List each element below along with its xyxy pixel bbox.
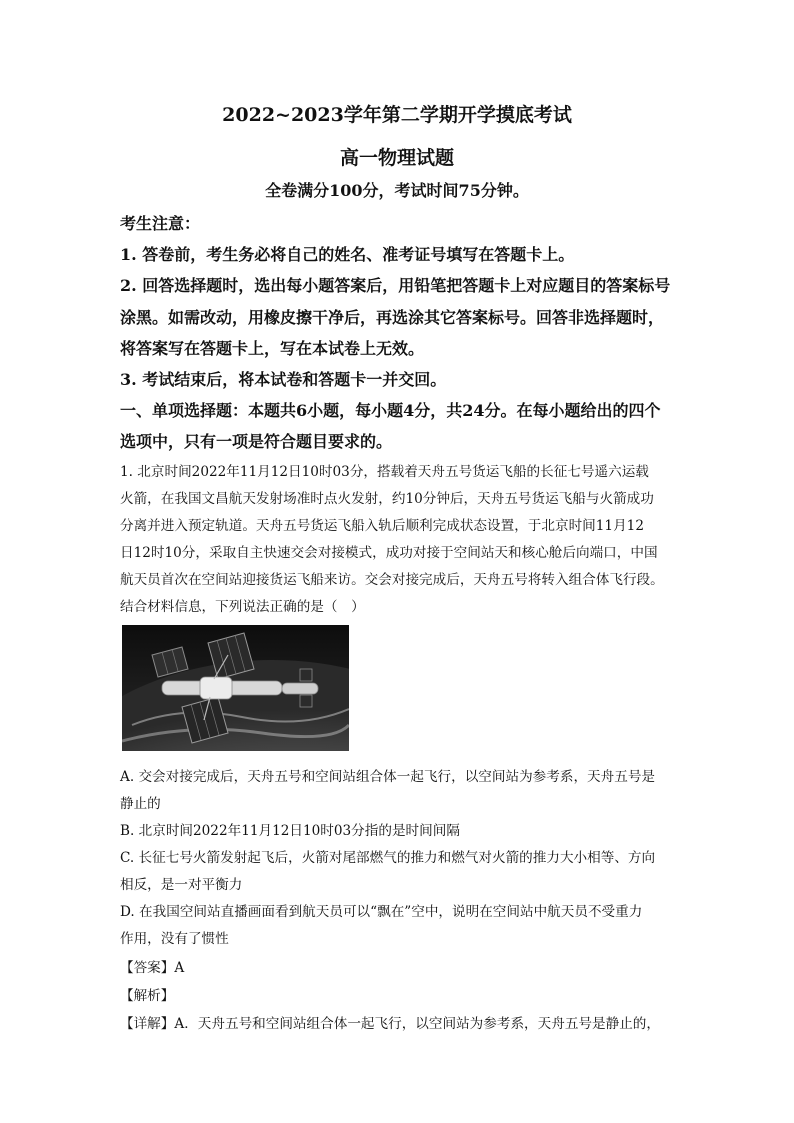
option-a-line-2: 静止的 [120, 796, 161, 812]
detail-line: 【详解】A．天舟五号和空间站组合体一起飞行，以空间站为参考系，天舟五号是静止的， [120, 1016, 660, 1032]
notice-item-3: 3. 考试结束后，将本试卷和答题卡一并交回。 [120, 370, 447, 389]
question-1-stem-line-1: 1. 北京时间2022年11月12日10时03分，搭载着天舟五号货运飞船的长征七号遥六运载 [120, 464, 649, 480]
question-1-stem-line-3: 分离并进入预定轨道。天舟五号货运飞船入轨后顺利完成状态设置，于北京时间11月12 [120, 518, 644, 534]
question-1-stem-line-6: 结合材料信息，下列说法正确的是（ ） [120, 599, 365, 615]
question-1-stem-line-2: 火箭，在我国文昌航天发射场准时点火发射，约10分钟后，天舟五号货运飞船与火箭成功 [120, 491, 654, 507]
question-1-stem-line-4: 日12时10分，采取自主快速交会对接模式，成功对接于空间站天和核心舱后向端口，中国 [120, 545, 658, 561]
exam-subtitle: 高一物理试题 [339, 147, 454, 169]
section-heading-line-1: 一、单项选择题：本题共6小题，每小题4分，共24分。在每小题给出的四个 [120, 401, 661, 420]
option-c-line-1: C. 长征七号火箭发射起飞后，火箭对尾部燃气的推力和燃气对火箭的推力大小相等、方向 [120, 850, 656, 866]
option-c-line-2: 相反，是一对平衡力 [120, 877, 243, 893]
exam-title: 2022~2023学年第二学期开学摸底考试 [222, 104, 572, 126]
option-a-line-1: A. 交会对接完成后，天舟五号和空间站组合体一起飞行，以空间站为参考系，天舟五号是 [120, 769, 656, 785]
analysis-label: 【解析】 [120, 988, 175, 1004]
notice-item-2-line-2: 涂黑。如需改动，用橡皮擦干净后，再选涂其它答案标号。回答非选择题时， [120, 308, 665, 327]
score-time-line: 全卷满分100分，考试时间75分钟。 [265, 181, 529, 200]
notice-item-2-line-1: 2. 回答选择题时，选出每小题答案后，用铅笔把答题卡上对应题目的答案标号 [120, 276, 671, 295]
section-heading-line-2: 选项中，只有一项是符合题目要求的。 [120, 432, 393, 451]
question-1-stem-line-5: 航天员首次在空间站迎接货运飞船来访。交会对接完成后，天舟五号将转入组合体飞行段。 [120, 572, 664, 588]
option-d-line-1: D. 在我国空间站直播画面看到航天员可以“飘在”空中，说明在空间站中航天员不受重力 [120, 904, 643, 920]
notice-heading: 考生注意： [120, 214, 201, 233]
notice-item-1: 1. 答卷前，考生务必将自己的姓名、准考证号填写在答题卡上。 [120, 245, 575, 264]
option-b: B. 北京时间2022年11月12日10时03分指的是时间间隔 [120, 823, 460, 839]
answer-line: 【答案】A [120, 960, 185, 976]
option-d-line-2: 作用，没有了惯性 [120, 931, 229, 947]
space-station-illustration [122, 625, 349, 751]
space-station-image [122, 625, 349, 751]
notice-item-2-line-3: 将答案写在答题卡上，写在本试卷上无效。 [120, 339, 425, 358]
